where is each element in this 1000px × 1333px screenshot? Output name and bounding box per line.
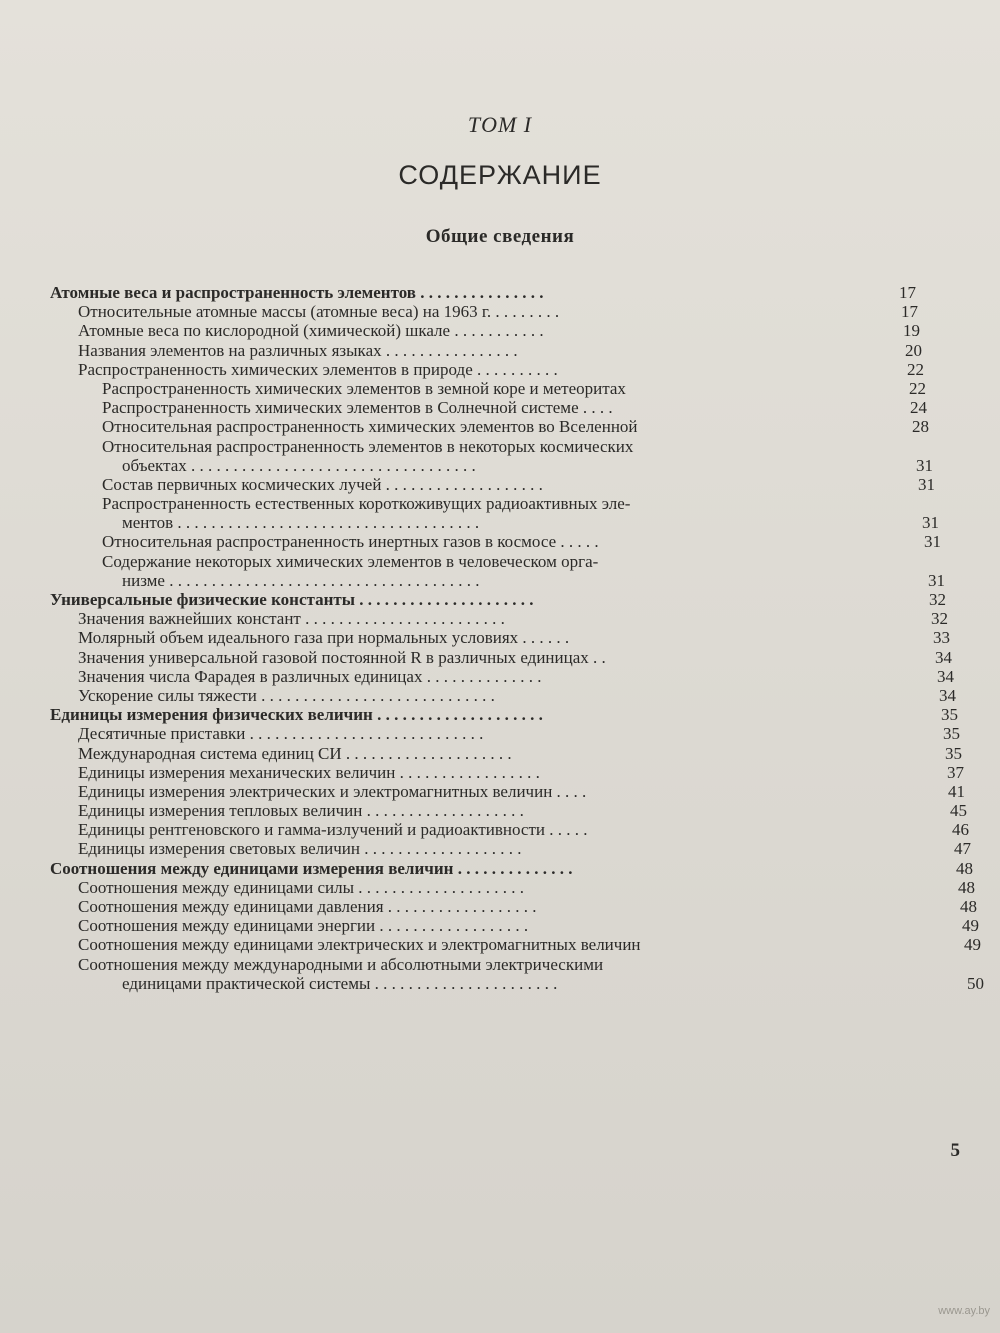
toc-page-number: 49 — [964, 935, 981, 955]
toc-page-number: 48 — [960, 897, 977, 916]
toc-entry-text: Распространенность химических элементов в земной коре и метеоритах — [102, 378, 626, 398]
toc-page-number: 31 — [928, 570, 945, 590]
table-of-contents — [0, 283, 1000, 993]
toc-section-row — [0, 705, 1000, 724]
toc-page-number: 17 — [901, 302, 918, 322]
toc-entry-row — [0, 820, 1000, 839]
toc-entry-text: Соотношения между международными и абсолютными электрическими — [78, 954, 604, 974]
toc-entry-row — [0, 782, 1000, 801]
toc-entry-row — [0, 360, 1000, 379]
toc-entry-row — [0, 974, 1000, 993]
toc-entry-text: Единицы измерения тепловых величин . . . . . . . . . . . . . . . . . . . — [78, 801, 524, 821]
toc-entry-row — [0, 648, 1000, 667]
toc-entry-text: низме . . . . . . . . . . . . . . . . . . . . . . . . . . . . . . . . . . . . . — [122, 570, 480, 590]
toc-entry-row — [0, 935, 1000, 954]
toc-entry-row — [0, 897, 1000, 916]
toc-entry-row — [0, 417, 1000, 436]
toc-entry-text: Молярный объем идеального газа при нормальных условиях . . . . . . — [78, 628, 570, 648]
toc-entry-text: Единицы измерения механических величин . . . . . . . . . . . . . . . . . — [78, 762, 540, 782]
toc-page-number: 34 — [937, 666, 954, 686]
toc-entry-text: ментов . . . . . . . . . . . . . . . . . . . . . . . . . . . . . . . . . . . . — [122, 513, 480, 533]
toc-page-number: 34 — [935, 647, 952, 667]
toc-entry-text: Названия элементов на различных языках . . . . . . . . . . . . . . . . — [78, 340, 518, 360]
toc-page-number: 34 — [939, 685, 956, 705]
toc-entry-row — [0, 302, 1000, 321]
toc-entry-text: Атомные веса и распространенность элементов . . . . . . . . . . . . . . . — [50, 283, 544, 302]
toc-entry-text: Ускорение силы тяжести . . . . . . . . . . . . . . . . . . . . . . . . . . . . — [78, 685, 495, 705]
toc-page-number: 17 — [899, 283, 916, 302]
toc-entry-text: Распространенность химических элементов в природе . . . . . . . . . . — [78, 359, 558, 379]
toc-page-number: 31 — [918, 474, 935, 494]
toc-page-number: 33 — [933, 628, 950, 648]
toc-entry-text: Атомные веса по кислородной (химической) шкале . . . . . . . . . . . — [78, 321, 544, 341]
volume-heading: ТОМ I — [467, 112, 533, 137]
toc-entry-text: Значения числа Фарадея в различных единицах . . . . . . . . . . . . . . — [78, 666, 542, 686]
toc-entry-row — [0, 839, 1000, 858]
toc-entry-row — [0, 801, 1000, 820]
toc-entry-text: Единицы измерения световых величин . . . . . . . . . . . . . . . . . . . — [78, 839, 522, 859]
toc-page-number: 31 — [916, 455, 933, 475]
toc-entry-row — [0, 532, 1000, 551]
toc-page-number: 24 — [910, 398, 927, 418]
toc-entry-text: Единицы рентгеновского и гамма-излучений и радиоактивности . . . . . — [78, 820, 588, 840]
toc-entry-text: Относительная распространенность инертных газов в космосе . . . . . — [102, 532, 599, 552]
toc-section-row — [0, 283, 1000, 302]
toc-entry-text: Единицы измерения электрических и электромагнитных величин . . . . — [78, 781, 587, 801]
toc-page-number: 35 — [945, 743, 962, 763]
watermark: www.ay.by — [938, 1305, 990, 1317]
toc-entry-row — [0, 437, 1000, 456]
toc-entry-row — [0, 513, 1000, 532]
toc-entry-row — [0, 744, 1000, 763]
toc-entry-row — [0, 379, 1000, 398]
toc-page-number: 32 — [931, 609, 948, 629]
toc-page-number: 47 — [954, 839, 971, 859]
page-title: СОДЕРЖАНИЕ — [398, 160, 602, 190]
toc-entry-row — [0, 628, 1000, 647]
toc-entry-text: объектах . . . . . . . . . . . . . . . . . . . . . . . . . . . . . . . . . . — [122, 455, 476, 475]
toc-entry-row — [0, 321, 1000, 340]
toc-entry-row — [0, 916, 1000, 935]
toc-entry-text: Универсальные физические константы . . . . . . . . . . . . . . . . . . . . . — [50, 590, 534, 609]
toc-entry-row — [0, 724, 1000, 743]
toc-page-number: 41 — [948, 781, 965, 801]
toc-entry-text: Десятичные приставки . . . . . . . . . . . . . . . . . . . . . . . . . . . . — [78, 724, 484, 744]
section-heading: Общие сведения — [425, 226, 575, 247]
toc-page-number: 45 — [950, 801, 967, 821]
toc-page-number: 20 — [905, 340, 922, 360]
toc-entry-text: Соотношения между единицами силы . . . . . . . . . . . . . . . . . . . . — [78, 877, 525, 897]
toc-entry-row — [0, 955, 1000, 974]
toc-entry-text: Соотношения между единицами давления . . . . . . . . . . . . . . . . . . — [78, 897, 537, 916]
toc-page-number: 32 — [929, 590, 946, 609]
toc-entry-text: Соотношения между единицами электрических и электромагнитных величин — [78, 935, 641, 955]
toc-page-number: 22 — [909, 378, 926, 398]
toc-page-number: 37 — [947, 762, 964, 782]
toc-entry-row — [0, 341, 1000, 360]
toc-page-number: 35 — [941, 705, 958, 725]
toc-section-row — [0, 590, 1000, 609]
toc-entry-row — [0, 398, 1000, 417]
toc-entry-text: Распространенность естественных короткоживущих радиоактивных эле- — [102, 494, 631, 514]
toc-page-number: 22 — [907, 359, 924, 379]
toc-page-number: 48 — [956, 858, 973, 878]
toc-entry-text: Относительные атомные массы (атомные веса) на 1963 г. . . . . . . . . — [78, 302, 560, 322]
toc-entry-text: Значения важнейших констант . . . . . . . . . . . . . . . . . . . . . . . . — [78, 609, 505, 629]
toc-entry-text: Распространенность химических элементов в Солнечной системе . . . . — [102, 398, 613, 418]
toc-entry-text: Соотношения между единицами энергии . . . . . . . . . . . . . . . . . . — [78, 916, 529, 936]
toc-entry-row — [0, 571, 1000, 590]
toc-entry-row — [0, 686, 1000, 705]
toc-page-number: 46 — [952, 820, 969, 840]
toc-entry-row — [0, 494, 1000, 513]
toc-entry-text: Состав первичных космических лучей . . . . . . . . . . . . . . . . . . . — [102, 474, 543, 494]
toc-section-row — [0, 859, 1000, 878]
toc-page-number: 28 — [912, 417, 929, 437]
toc-entry-row — [0, 456, 1000, 475]
toc-entry-text: Международная система единиц СИ . . . . . . . . . . . . . . . . . . . . — [78, 743, 512, 763]
toc-entry-text: Значения универсальной газовой постоянной R в различных единицах . . — [78, 647, 606, 667]
toc-entry-row — [0, 878, 1000, 897]
toc-page-number: 31 — [924, 532, 941, 552]
toc-entry-text: Относительная распространенность элементов в некоторых космических — [102, 436, 634, 456]
toc-page-number: 35 — [943, 724, 960, 744]
toc-entry-text: единицами практической системы . . . . . . . . . . . . . . . . . . . . . . — [122, 973, 558, 993]
toc-page-number: 49 — [962, 916, 979, 936]
toc-entry-row — [0, 667, 1000, 686]
toc-entry-text: Единицы измерения физических величин . . . . . . . . . . . . . . . . . . . . — [50, 705, 543, 725]
page-number: 5 — [950, 1140, 960, 1161]
toc-entry-text: Соотношения между единицами измерения величин . . . . . . . . . . . . . . — [50, 858, 573, 878]
toc-page-number: 48 — [958, 877, 975, 897]
toc-entry-row — [0, 609, 1000, 628]
toc-entry-text: Содержание некоторых химических элементов в человеческом орга- — [102, 551, 599, 571]
toc-page-number: 50 — [967, 973, 984, 993]
toc-page-number: 31 — [922, 513, 939, 533]
toc-page-number: 19 — [903, 321, 920, 341]
toc-entry-row — [0, 475, 1000, 494]
toc-entry-row — [0, 763, 1000, 782]
toc-entry-text: Относительная распространенность химических элементов во Вселенной — [102, 417, 638, 437]
toc-entry-row — [0, 552, 1000, 571]
